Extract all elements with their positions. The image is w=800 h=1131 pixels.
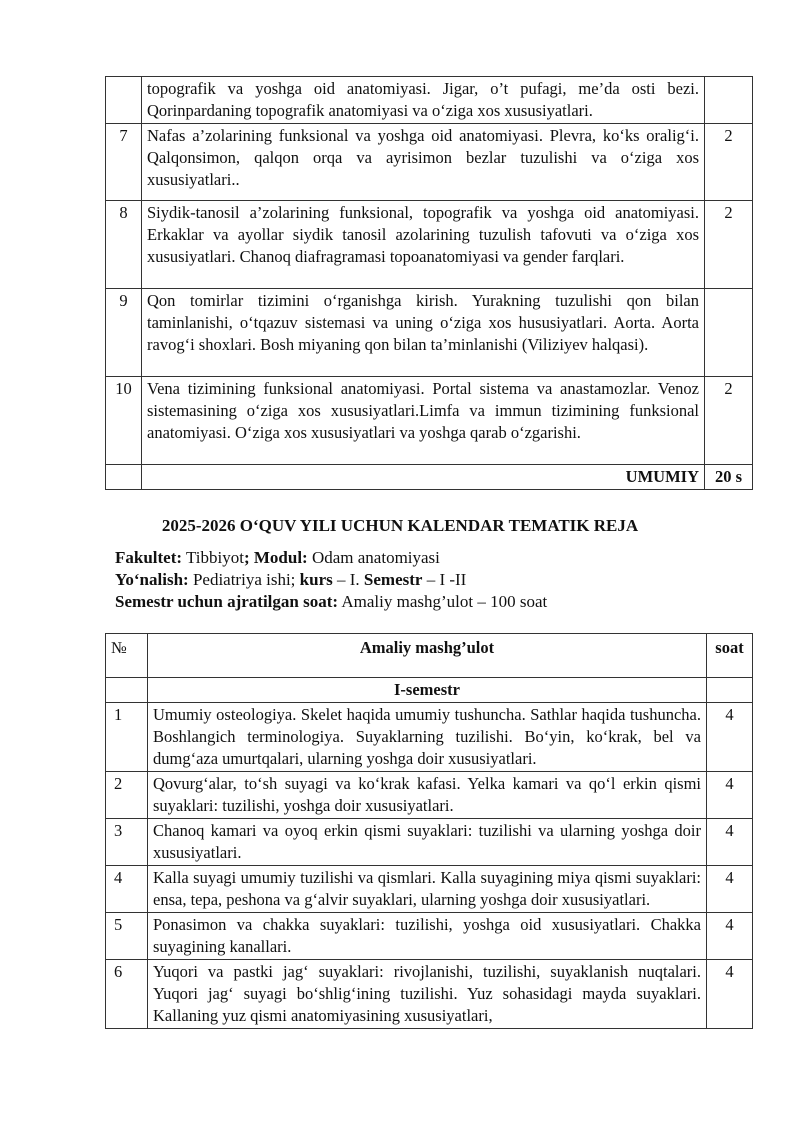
plan-title: 2025-2026 O‘QUV YILI UCHUN KALENDAR TEMATIK REJA: [161, 516, 639, 535]
row-topic: Nafas a’zolarining funksional va yoshga oid anatomiyasi. Plevra, ko‘ks oralig‘i. Qalqonsimon, qalqon orqa va ayrisimon bezlar tuzulishi va o‘ziga xos xususiyatlari..: [142, 124, 705, 201]
section-row: [106, 678, 753, 703]
table-row: [106, 124, 753, 201]
table-row: [106, 866, 753, 913]
row-number: 8: [106, 201, 142, 289]
section-empty-cell: [707, 678, 753, 703]
row-topic: Chanoq kamari va oyoq erkin qismi suyaklari: tuzilishi va ularning yoshga doir xususiyatlari.: [148, 819, 707, 866]
row-hours: 2: [705, 377, 753, 465]
table-row: [106, 77, 753, 124]
row-number: 10: [106, 377, 142, 465]
table-row: [106, 960, 753, 1029]
row-topic: Vena tizimining funksional anatomiyasi. Portal sistema va anastamozlar. Venoz sistemasining o‘ziga xos xususiyatlari.Limfa va immun tizimining funksional anatomiyasi. O‘ziga xos xususiyatlari va yoshga qarab o‘zgarishi.: [142, 377, 705, 465]
row-hours: 4: [707, 866, 753, 913]
table-header-row: [106, 634, 753, 678]
semester-label: Semestr: [363, 570, 423, 589]
header-title: Amaliy mashg’ulot: [148, 634, 707, 678]
direction-value: Pediatriya ishi;: [188, 570, 300, 589]
direction-line: [115, 570, 466, 590]
practical-lessons-table: [105, 633, 753, 1029]
total-row: [106, 465, 753, 490]
hours-line: [115, 592, 547, 612]
row-topic: Qovurg‘alar, to‘sh suyagi va ko‘krak kafasi. Yelka kamari va qo‘l erkin qismi suyaklari: tuzilishi, yoshga doir xususiyatlari.: [148, 772, 707, 819]
row-hours: 2: [705, 124, 753, 201]
hours-value: Amaliy mashg’ulot – 100 soat: [338, 592, 548, 611]
module-value: Odam anatomiyasi: [307, 548, 440, 567]
table-row: [106, 772, 753, 819]
row-number: 7: [106, 124, 142, 201]
row-hours: 4: [707, 772, 753, 819]
section-empty-cell: [106, 678, 148, 703]
header-hours: soat: [707, 634, 753, 678]
row-topic: Qon tomirlar tizimini o‘rganishga kirish. Yurakning tuzulishi qon bilan taminlanishi, o‘tqazuv sistemasi va uning o‘ziga xos hususiyatlari. Aorta. Aorta ravog‘i shoxlari. Bosh miyaning qon bilan ta’minlanishi (Viliziyev halqasi).: [142, 289, 705, 377]
total-empty-cell: [106, 465, 142, 490]
semester-value: – I -II: [422, 570, 467, 589]
row-hours: [705, 289, 753, 377]
row-number: 2: [106, 772, 148, 819]
hours-label: Semestr uchun ajratilgan soat:: [115, 592, 339, 611]
row-number: [106, 77, 142, 124]
faculty-label: Fakultet:: [115, 548, 183, 567]
faculty-line: [115, 548, 440, 568]
topics-table-continued: [105, 76, 753, 490]
row-hours: [705, 77, 753, 124]
course-value: – I.: [332, 570, 364, 589]
row-topic: Umumiy osteologiya. Skelet haqida umumiy tushuncha. Sathlar haqida tushuncha. Boshlangich terminologiya. Suyaklarning tuzilishi. Bo‘yin, ko‘krak, bel va dumg‘aza umurtqalari, ularning yoshga doir xususiyatlari.: [148, 703, 707, 772]
row-hours: 2: [705, 201, 753, 289]
header-number: №: [106, 634, 148, 678]
row-number: 5: [106, 913, 148, 960]
total-value: 20 s: [705, 465, 753, 490]
course-label: kurs: [299, 570, 333, 589]
table-row: [106, 913, 753, 960]
row-number: 3: [106, 819, 148, 866]
table-row: [106, 377, 753, 465]
row-topic: Kalla suyagi umumiy tuzilishi va qismlari. Kalla suyagining miya qismi suyaklari: ensa, tepa, peshona va g‘alvir suyaklari, ularning yoshga doir xususiyatlari.: [148, 866, 707, 913]
table-row: [106, 289, 753, 377]
row-hours: 4: [707, 960, 753, 1029]
section-label: I-semestr: [148, 678, 707, 703]
row-number: 9: [106, 289, 142, 377]
row-hours: 4: [707, 819, 753, 866]
total-label: UMUMIY: [142, 465, 705, 490]
row-number: 4: [106, 866, 148, 913]
row-topic: topografik va yoshga oid anatomiyasi. Jigar, o’t pufagi, me’da osti bezi. Qorinpardaning topografik anatomiyasi va o‘ziga xos xususiyatlari.: [142, 77, 705, 124]
row-topic: Ponasimon va chakka suyaklari: tuzilishi, yoshga oid xususiyatlari. Chakka suyagining kanallari.: [148, 913, 707, 960]
faculty-value: Tibbiyot: [182, 548, 244, 567]
table-row: [106, 703, 753, 772]
row-hours: 4: [707, 913, 753, 960]
row-topic: Yuqori va pastki jag‘ suyaklari: rivojlanishi, tuzilishi, suyaklanish nuqtalari. Yuqori jag‘ suyagi bo‘shlig‘ining tuzilishi. Yuz sohasidagi mayda suyaklari. Kallaning yuz qismi anatomiyasining xususiyatlari,: [148, 960, 707, 1029]
module-label: ; Modul:: [243, 548, 308, 567]
row-hours: 4: [707, 703, 753, 772]
table-row: [106, 819, 753, 866]
direction-label: Yo‘nalish:: [115, 570, 189, 589]
table-row: [106, 201, 753, 289]
row-topic: Siydik-tanosil a’zolarining funksional, topografik va yoshga oid anatomiyasi. Erkaklar va ayollar siydik tanosil azolarining tuzulish tafovuti va o‘ziga xos xususiyatlari. Chanoq diafragramasi topoanatomiyasi va gender farqlari.: [142, 201, 705, 289]
row-number: 6: [106, 960, 148, 1029]
row-number: 1: [106, 703, 148, 772]
